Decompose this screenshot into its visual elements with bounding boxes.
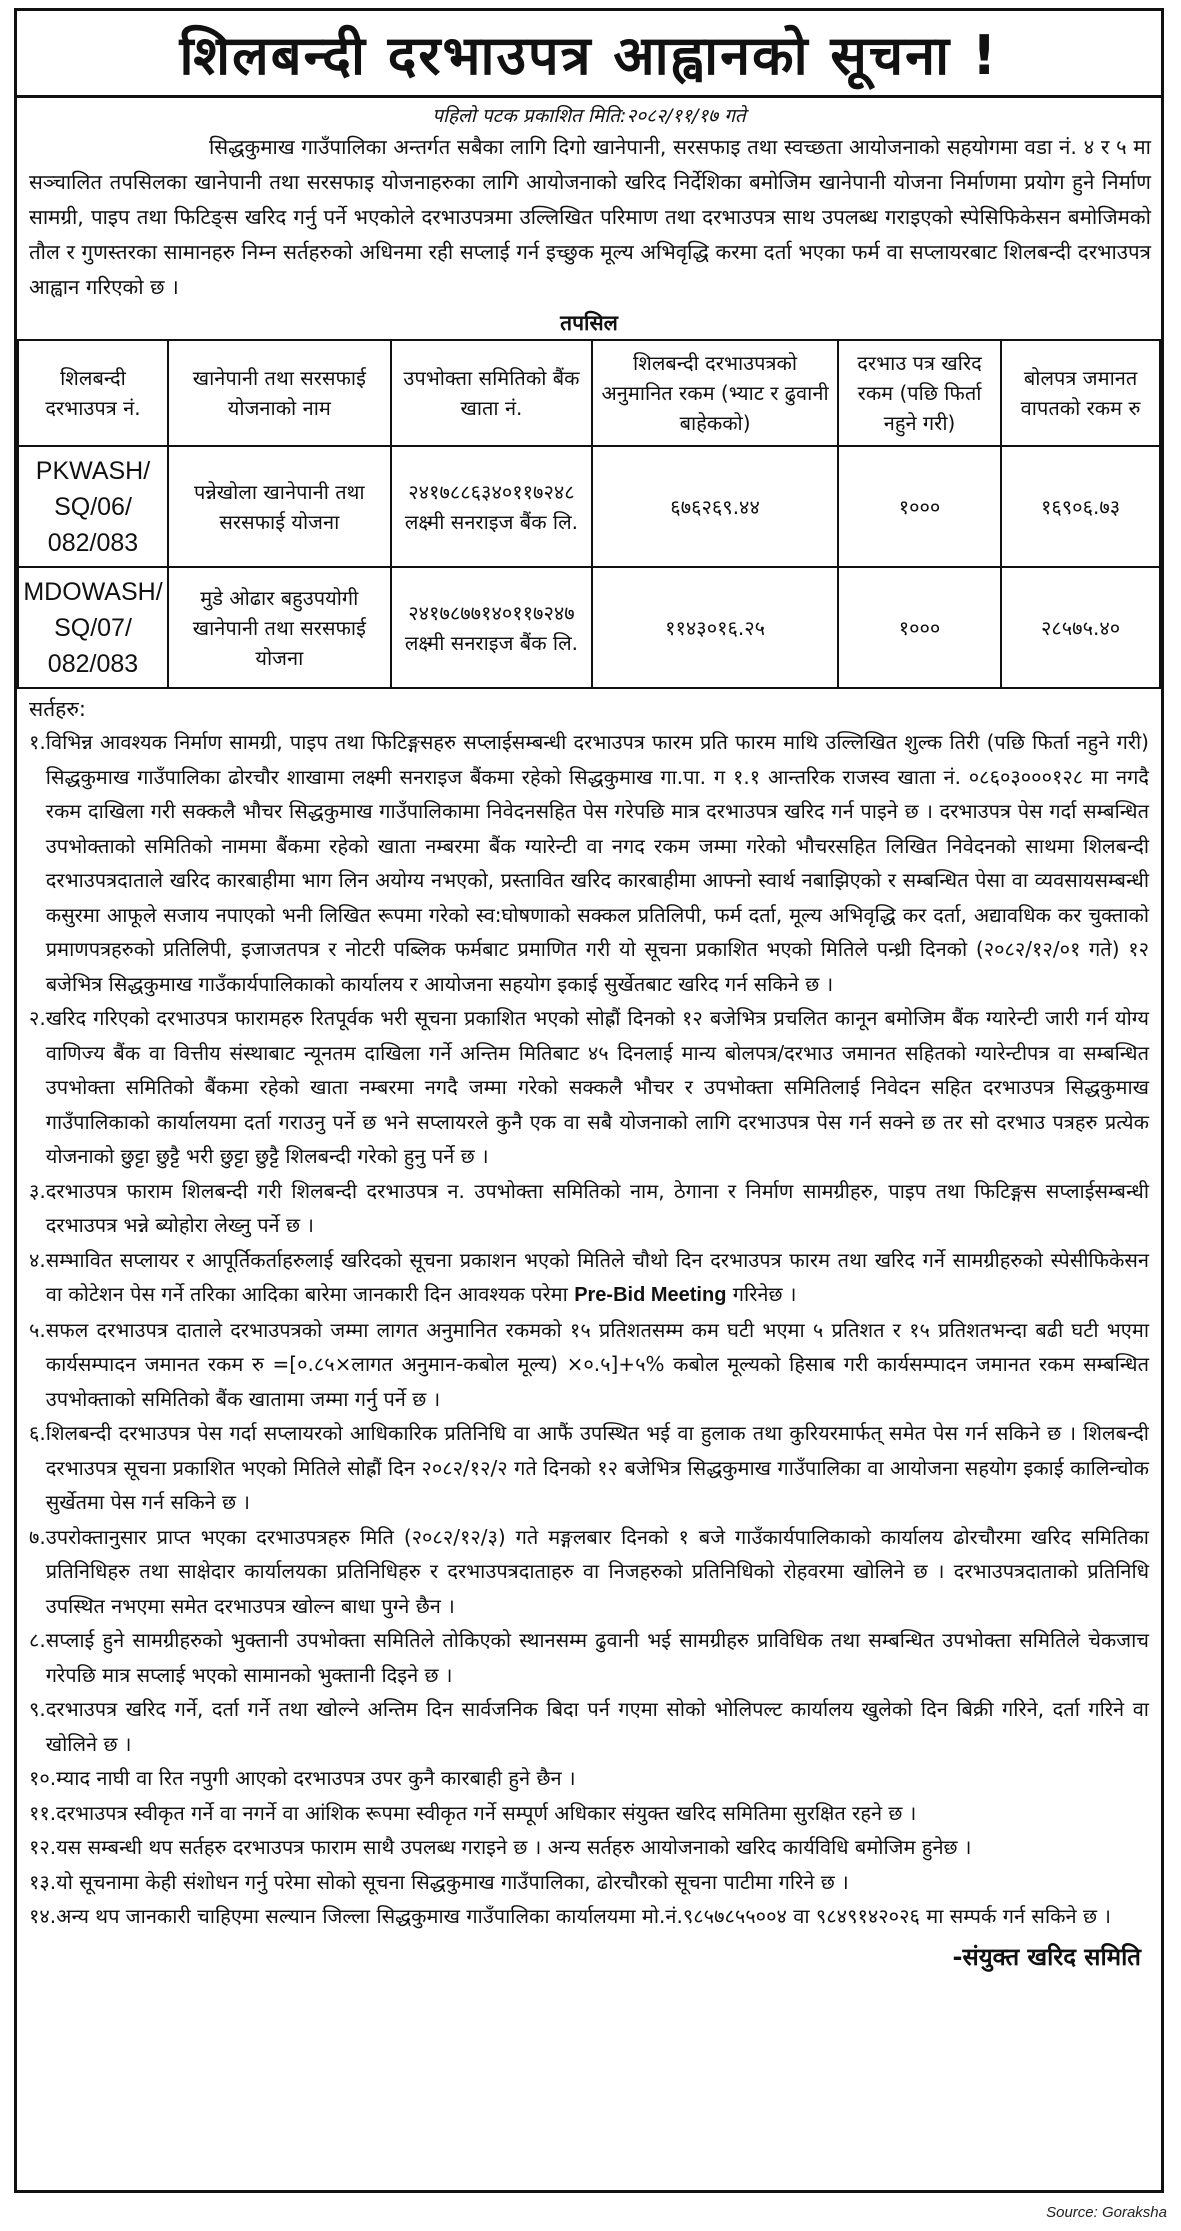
term-item xyxy=(29,1692,1149,1761)
schedule-heading: तपसिल xyxy=(560,311,618,335)
source-credit: Source: Goraksha xyxy=(1046,2204,1167,2221)
term-item xyxy=(29,1001,1149,1174)
terms-list xyxy=(17,725,1161,1934)
header-bid-security: बोलपत्र जमानत वापतको रकम रु xyxy=(1001,340,1160,446)
term-number: ९. xyxy=(29,1697,46,1721)
term-item xyxy=(29,1623,1149,1692)
pre-bid-meeting-label: Pre-Bid Meeting xyxy=(574,1284,727,1306)
term-number: ७. xyxy=(29,1524,46,1549)
term-text: दरभाउपत्र खरिद गर्ने, दर्ता गर्ने तथा खोल्ने अन्तिम दिन सार्वजनिक बिदा पर्न गएमा सोको भोलिपल्ट कार्यालय खुलेको दिन बिक्री गरिने, दर्ता गरिने वा खोलिने छ । xyxy=(45,1697,1149,1756)
term-text: म्याद नाघी वा रित नपुगी आएको दरभाउपत्र उपर कुनै कारबाही हुने छैन । xyxy=(56,1766,576,1790)
term-item xyxy=(29,1830,1149,1865)
bank-name: लक्ष्मी सनराइज बैंक लि. xyxy=(404,630,579,655)
table-row xyxy=(18,567,1160,688)
purchase-fee: १००० xyxy=(838,446,1001,567)
term-text-tail: गरिनेछ । xyxy=(732,1282,797,1306)
bank-name: लक्ष्मी सनराइज बैंक लि. xyxy=(404,509,579,534)
term-item xyxy=(29,1243,1149,1313)
bid-number: PKWASH/ SQ/06/ 082/083 xyxy=(18,446,168,567)
term-item xyxy=(29,1865,1149,1900)
table-row xyxy=(18,446,1160,567)
term-number: ३. xyxy=(29,1178,46,1203)
header-bank-account: उपभोक्ता समितिको बैंक खाता नं. xyxy=(391,340,593,446)
signatory: -संयुक्त खरिद समिति xyxy=(952,1942,1141,1971)
term-number: १०. xyxy=(29,1766,57,1790)
term-item xyxy=(29,1899,1149,1934)
term-text: सम्भावित सप्लायर र आपूर्तिकर्ताहरुलाई खरिदको सूचना प्रकाशन भएको मितिले चौथो दिन दरभाउपत्र फारम तथा खरिद गर्ने सामग्रीहरुको स्पेसीफिकेसन वा कोटेशन पेस गर्ने तरिका आदिका बारेमा जानकारी दिन आवश्यक परेमा xyxy=(45,1247,1149,1306)
term-number: ८. xyxy=(29,1628,46,1652)
term-number: ६. xyxy=(29,1421,46,1445)
term-text: सप्लाई हुने सामग्रीहरुको भुक्तानी उपभोक्ता समितिले तोकिएको स्थानसम्म ढुवानी भई सामग्रीहरु प्राविधिक तथा सम्बन्धित उपभोक्ता समितिले चेकजाच गरेपछि मात्र सप्लाई भएको सामानको भुक्तानी दिइने छ । xyxy=(45,1628,1149,1687)
term-text: यो सूचनामा केही संशोधन गर्नु परेमा सोको सूचना सिद्धकुमाख गाउँपालिका, ढोरचौरको सूचना पाटीमा गरिने छ । xyxy=(56,1869,849,1894)
estimated-amount: ६७६२६९.४४ xyxy=(592,446,838,567)
term-number: १३. xyxy=(29,1869,57,1894)
scheme-name: मुडे ओढार बहुउपयोगी खानेपानी तथा सरसफाई योजना xyxy=(168,567,391,688)
intro-paragraph: सिद्धकुमाख गाउँपालिका अन्तर्गत सबैका लागि दिगो खानेपानी, सरसफाइ तथा स्वच्छता आयोजनाको सहयोगमा वडा नं. ४ र ५ मा सञ्चालित तपसिलका खानेपानी तथा सरसफाइ योजनाहरुका लागि आयोजनाको खरिद निर्देशिका बमोजिम खानेपानी योजना निर्माणमा प्रयोग हुने निर्माण सामग्री, पाइप तथा फिटिङ्स खरिद गर्नु पर्ने भएकोले दरभाउपत्रमा उल्लिखित परिमाण तथा दरभाउपत्र साथ उपलब्ध गराइएको स्पेसिफिकेसन बमोजिमको तौल र गुणस्तरका सामानहरु निम्न सर्तहरुको अधिनमा रही सप्लाई गर्न इच्छुक मूल्य अभिवृद्धि करमा दर्ता भएका फर्म वा सप्लायरबाट शिलबन्दी दरभाउपत्र आह्वान गरिएको छ । xyxy=(29,135,1151,299)
bank-account-number: २४१७८७७१४०११७२४७ xyxy=(408,600,575,625)
term-text: यस सम्बन्धी थप सर्तहरु दरभाउपत्र फाराम साथै उपलब्ध गराइने छ । अन्य सर्तहरु आयोजनाको खरिद कार्यविधि बमोजिम हुनेछ । xyxy=(56,1835,972,1859)
term-text-block xyxy=(46,1243,1149,1313)
term-number: ५. xyxy=(29,1317,46,1342)
table-header-row xyxy=(18,340,1160,446)
bid-number: MDOWASH/ SQ/07/ 082/083 xyxy=(18,567,168,688)
term-text: सफल दरभाउपत्र दाताले दरभाउपत्रको जम्मा लागत अनुमानित रकमको १५ प्रतिशतसम्म कम घटी भएमा ५ प्रतिशत र १५ प्रतिशतभन्दा बढी घटी भएमा कार्यसम्पादन जमानत रकम रु =[०.८५×लागत अनुमान-कबोल मूल्य) ×०.५]+५% कबोल मूल्यको हिसाब गरी कार्यसम्पादन जमानत रकम सम्बन्धित उपभोक्ताको समितिको बैंक खातामा जम्मा गर्नु पर्ने छ । xyxy=(45,1317,1149,1411)
term-number: १२. xyxy=(29,1835,57,1859)
header-estimated-amount: शिलबन्दी दरभाउपत्रको अनुमानित रकम (भ्याट र ढुवानी बाहेकको) xyxy=(592,340,838,446)
term-number: ४. xyxy=(29,1247,46,1272)
term-item xyxy=(29,1416,1149,1520)
schedule-table xyxy=(17,339,1161,689)
estimated-amount: ११४३०१६.२५ xyxy=(592,567,838,688)
notice-title: शिलबन्दी दरभाउपत्र आह्वानको सूचना ! xyxy=(17,11,1161,98)
term-number: ११. xyxy=(29,1800,57,1825)
term-item xyxy=(29,1761,1149,1796)
term-number: २. xyxy=(29,1006,46,1030)
purchase-fee: १००० xyxy=(838,567,1001,688)
term-item xyxy=(29,1174,1149,1243)
term-item xyxy=(29,725,1149,1001)
header-purchase-fee: दरभाउ पत्र खरिद रकम (पछि फिर्ता नहुने गरी) xyxy=(838,340,1001,446)
bank-account-cell xyxy=(391,567,593,688)
term-text: उपरोक्तानुसार प्राप्त भएका दरभाउपत्रहरु मिति (२०८२/१२/३) गते मङ्गलबार दिनको १ बजे गाउँकार्यपालिकाको कार्यालय ढोरचौरमा खरिद समितिका प्रतिनिधिहरु तथा साक्षेदार कार्यालयका प्रतिनिधिहरु र दरभाउपत्रदाताहरु वा निजहरुको प्रतिनिधिको रोहवरमा खोलिने छ । दरभाउपत्रदाताको प्रतिनिधि उपस्थित नभएमा समेत दरभाउपत्र खोल्न बाधा पुग्ने छैन । xyxy=(45,1524,1149,1618)
term-text: खरिद गरिएको दरभाउपत्र फारामहरु रितपूर्वक भरी सूचना प्रकाशित भएको सोह्रौं दिनको १२ बजेभित्र प्रचलित कानून बमोजिम बैंक ग्यारेन्टी जारी गर्न योग्य वाणिज्य बैंक वा वित्तीय संस्थाबाट न्यूनतम दाखिला गर्ने अन्तिम मितिबाट ४५ दिनलाई मान्य बोलपत्र/दरभाउ जमानत सहितको ग्यारेन्टीपत्र वा सम्बन्धित उपभोक्ता समितिको बैंकमा रहेको खाता नम्बरमा नगदै जम्मा गरेको सक्कलै भौचर र उपभोक्ता समितिलाई निवेदन सहित दरभाउपत्र सिद्धकुमाख गाउँपालिकाको कार्यालयमा दर्ता गराउनु पर्ने छ भने सप्लायरले कुनै एक वा सबै योजनाको लागि दरभाउपत्र पेस गर्न सक्ने छ तर सो दरभाउ पत्रहरु प्रत्येक योजनाको छुट्टा छुट्टै भरी छुट्टा छुट्टै शिलबन्दी गरेको हुनु पर्ने छ । xyxy=(45,1006,1149,1168)
term-item xyxy=(29,1796,1149,1831)
scheme-name: पन्नेखोला खानेपानी तथा सरसफाई योजना xyxy=(168,446,391,567)
term-number: १. xyxy=(29,730,46,754)
term-text: अन्य थप जानकारी चाहिएमा सल्यान जिल्ला सिद्धकुमाख गाउँपालिका कार्यालयमा मो.नं.९८५७८५५००४ वा ९८४९१४२०२६ मा सम्पर्क गर्न सकिने छ । xyxy=(56,1904,1111,1928)
term-text: विभिन्न आवश्यक निर्माण सामग्री, पाइप तथा फिटिङ्गसहरु सप्लाईसम्बन्धी दरभाउपत्र फारम प्रति फारम माथि उल्लिखित शुल्क तिरी (पछि फिर्ता नहुने गरी) सिद्धकुमाख गाउँपालिका ढोरचौर शाखामा लक्ष्मी सनराइज बैंकमा रहेको सिद्धकुमाख गा.पा. ग १.१ आन्तरिक राजस्व खाता नं. ०८६०३०००१२८ मा नगदै रकम दाखिला गरी सक्कलै भौचर सिद्धकुमाख गाउँपालिकामा निवेदनसहित पेस गरेपछि मात्र दरभाउपत्र खरिद गर्न पाइने छ । दरभाउपत्र पेस गर्दा सम्बन्धित उपभोक्ताको समितिको नाममा बैंकमा रहेको खाता नम्बरमा बैंक ग्यारेन्टी वा नगद रकम जम्मा गरेको भौचरसहित लिखित निवेदनको साथमा शिलबन्दी दरभाउपत्रदाताले खरिद कारबाहीमा भाग लिन अयोग्य नभएको, प्रस्तावित खरिद कारबाहीमा आफ्नो स्वार्थ नबाझिएको र सम्बन्धित पेसा वा व्यवसायसम्बन्धी कसुरमा आफूले सजाय नपाएको भनी लिखित रूपमा गरेको स्व:घोषणाको सक्कल प्रतिलिपी, फर्म दर्ता, मूल्य अभिवृद्धि कर दर्ता, अद्यावधिक कर चुक्ताको प्रमाणपत्रहरुको प्रतिलिपी, इजाजतपत्र र नोटरी पब्लिक फर्मबाट प्रमाणित गरी यो सूचना प्रकाशित भएको मितिले पन्ध्री दिनको (२०८२/१२/०१ गते) १२ बजेभित्र सिद्धकुमाख गाउँकार्यपालिकाको कार्यालय र आयोजना सहयोग इकाई सुर्खेतबाट खरिद गर्न सकिने छ । xyxy=(45,730,1149,996)
term-text: दरभाउपत्र फाराम शिलबन्दी गरी शिलबन्दी दरभाउपत्र न. उपभोक्ता समितिको नाम, ठेगाना र निर्माण सामग्रीहरु, पाइप तथा फिटिङ्गस सप्लाईसम्बन्धी दरभाउपत्र भन्ने ब्योहोरा लेख्नु पर्ने छ । xyxy=(45,1178,1149,1237)
publication-date: पहिलो पटक प्रकाशित मिति:२०८२/११/१७ गते xyxy=(432,105,746,127)
terms-heading: सर्तहरु: xyxy=(29,697,86,721)
term-item xyxy=(29,1313,1149,1417)
term-text: शिलबन्दी दरभाउपत्र पेस गर्दा सप्लायरको आधिकारिक प्रतिनिधि वा आफैं उपस्थित भई वा हुलाक तथा कुरियरमार्फत् समेत पेस गर्न सकिने छ । शिलबन्दी दरभाउपत्र सूचना प्रकाशित भएको मितिले सोह्रौं दिन २०८२/१२/२ गते दिनको १२ बजेभित्र सिद्धकुमाख गाउँपालिका वा आयोजना सहयोग इकाई कालिन्चोक सुर्खेतमा पेस गर्न सकिने छ । xyxy=(45,1421,1149,1514)
notice-frame xyxy=(14,8,1164,2193)
bid-security: २८५७५.४० xyxy=(1001,567,1160,688)
bid-security: १६९०६.७३ xyxy=(1001,446,1160,567)
term-number: १४. xyxy=(29,1904,57,1928)
term-text: दरभाउपत्र स्वीकृत गर्ने वा नगर्ने वा आंशिक रूपमा स्वीकृत गर्ने सम्पूर्ण अधिकार संयुक्त खरिद समितिमा सुरक्षित रहने छ । xyxy=(56,1800,917,1825)
header-bid-number: शिलबन्दी दरभाउपत्र नं. xyxy=(18,340,168,446)
header-scheme-name: खानेपानी तथा सरसफाई योजनाको नाम xyxy=(168,340,391,446)
term-item xyxy=(29,1520,1149,1624)
bank-account-cell xyxy=(391,446,593,567)
bank-account-number: २४१७८८६३४०११७२४८ xyxy=(408,479,575,504)
